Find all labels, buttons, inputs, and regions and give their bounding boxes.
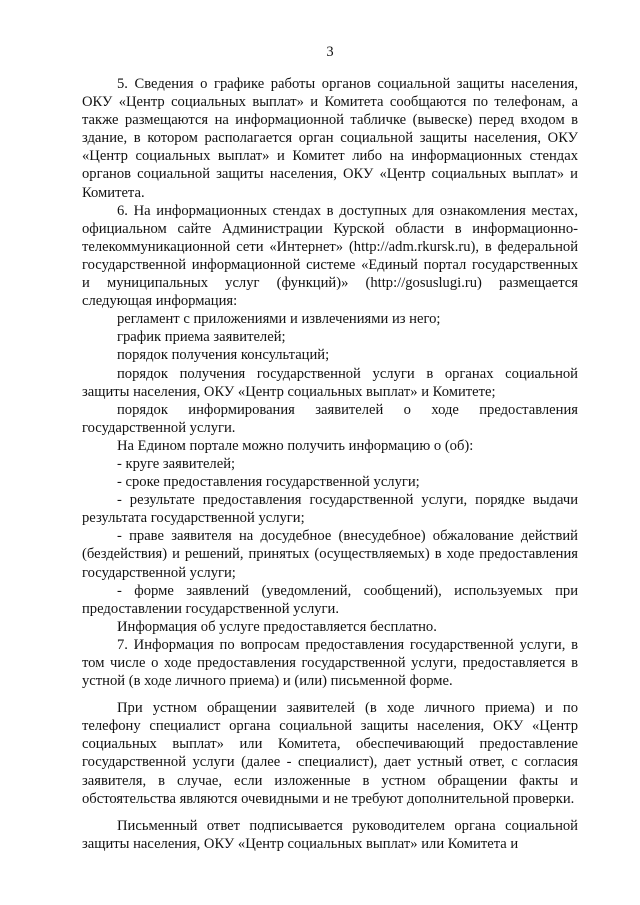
- list-item-regulation: регламент с приложениями и извлечениями из него;: [117, 311, 441, 328]
- paragraph-6: 6. На информационных стендах в доступных для ознакомления местах, официальном сайте Администрации Курской области в информационно-телекоммуникационной сети «Интернет» (http://adm.rkursk.ru), в федеральной государственной информационной системе «Единый портал государственных и муниципальных услуг (функций)» (http://gosuslugi.ru) размещается следующая информация:: [82, 202, 578, 310]
- document-body: [82, 75, 578, 853]
- portal-info-applicants: - круге заявителей;: [117, 455, 236, 472]
- portal-info-forms: - форме заявлений (уведомлений, сообщений), используемых при предоставлении государственной услуги.: [82, 582, 578, 617]
- page-number: 3: [326, 44, 334, 60]
- paragraph-7: 7. Информация по вопросам предоставления государственной услуги, в том числе о ходе предоставления государственной услуги, предоставляется в устной (в ходе личного приема) и (или) письменной форме.: [82, 636, 578, 690]
- paragraph-5: 5. Сведения о графике работы органов социальной защиты населения, ОКУ «Центр социальных выплат» и Комитета сообщаются по телефонам, а также размещаются на информационной табличке (вывеске) перед входом в здание, в котором располагается орган социальной защиты населения, ОКУ «Центр социальных выплат» и Комитет либо на информационных стендах органов социальной защиты населения, ОКУ «Центр социальных выплат» и Комитета.: [82, 76, 578, 201]
- written-answer-paragraph: Письменный ответ подписывается руководителем органа социальной защиты населения, ОКУ «Центр социальных выплат» или Комитета и: [82, 817, 578, 852]
- portal-info-term: - сроке предоставления государственной услуги;: [117, 474, 420, 491]
- portal-info-appeal: - праве заявителя на досудебное (внесудебное) обжалование действий (бездействия) и решений, принятых (осуществляемых) в ходе предоставления государственной услуги;: [82, 528, 578, 581]
- list-item-service-procedure: порядок получения государственной услуги в органах социальной защиты населения, ОКУ «Центр социальных выплат» и Комитете;: [82, 365, 578, 400]
- free-of-charge-note: Информация об услуге предоставляется бесплатно.: [117, 618, 437, 635]
- list-item-consultations: порядок получения консультаций;: [117, 347, 330, 364]
- list-item-informing-procedure: порядок информирования заявителей о ходе предоставления государственной услуги.: [82, 401, 578, 436]
- oral-request-paragraph: При устном обращении заявителей (в ходе личного приема) и по телефону специалист органа социальной защиты населения, ОКУ «Центр социальных выплат» или Комитета, обеспечивающий предоставление государственной услуги (далее - специалист), дает устный ответ, с согласия заявителя, в случае, если изложенные в устном обращении факты и обстоятельства являются очевидными и не требуют дополнительной проверки.: [82, 700, 578, 807]
- list-item-schedule: график приема заявителей;: [117, 329, 286, 346]
- portal-info-intro: На Едином портале можно получить информацию о (об):: [117, 437, 474, 454]
- portal-info-result: - результате предоставления государственной услуги, порядке выдачи результата государственной услуги;: [82, 492, 578, 527]
